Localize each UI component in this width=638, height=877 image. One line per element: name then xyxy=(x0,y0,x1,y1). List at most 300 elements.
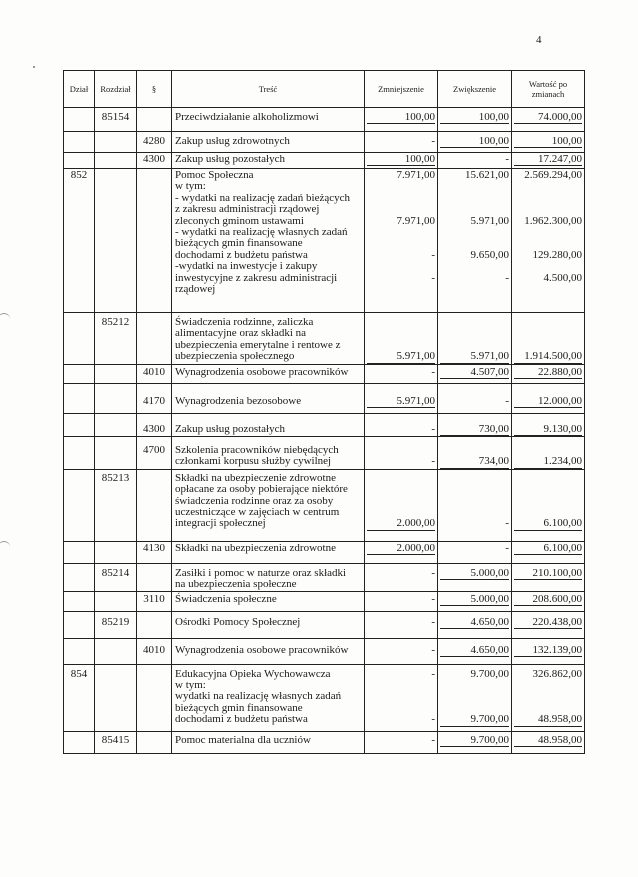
value-after-line xyxy=(514,193,582,204)
increase-line: 9.700,00 xyxy=(440,735,509,747)
rozdzial-cell xyxy=(95,731,137,753)
rozdzial-cell xyxy=(95,436,137,469)
decrease-line xyxy=(367,227,435,238)
increase-line: - xyxy=(505,541,509,554)
increase-cell xyxy=(438,611,512,638)
paragraf-cell xyxy=(137,611,172,638)
header-tresc: Treść xyxy=(172,71,365,108)
decrease-line: - xyxy=(431,365,435,378)
decrease-line: - xyxy=(431,271,435,284)
value-after-line: 4.500,00 xyxy=(543,271,582,284)
table-row xyxy=(64,664,585,731)
paragraf-cell-value: 4700 xyxy=(143,443,165,456)
dzial-cell xyxy=(64,541,95,563)
dzial-cell xyxy=(64,469,95,541)
paragraf-cell xyxy=(137,591,172,611)
increase-line xyxy=(440,507,509,518)
description-cell xyxy=(172,469,365,541)
value-after-line xyxy=(514,691,582,702)
increase-line xyxy=(440,181,509,192)
rozdzial-cell xyxy=(95,108,137,132)
increase-line xyxy=(440,691,509,702)
description-line: z zakresu administracji rządowej xyxy=(175,203,320,216)
description-cell xyxy=(172,383,365,413)
header-dzial: Dział xyxy=(64,71,95,108)
description-line: bieżących gmin finansowane xyxy=(175,701,303,714)
decrease-line: - xyxy=(431,592,435,605)
description-line: Edukacyjna Opieka Wychowawcza xyxy=(175,667,331,680)
decrease-cell xyxy=(365,364,438,383)
description-cell xyxy=(172,364,365,383)
increase-line: 730,00 xyxy=(440,424,509,436)
dzial-cell xyxy=(64,591,95,611)
rozdzial-cell xyxy=(95,313,137,365)
paragraf-cell xyxy=(137,413,172,436)
rozdzial-cell-value: 85415 xyxy=(101,733,130,746)
increase-line: 9.700,00 xyxy=(470,667,509,680)
table-row xyxy=(64,436,585,469)
decrease-line: - xyxy=(431,455,435,468)
table-row xyxy=(64,132,585,153)
description-cell xyxy=(172,108,365,132)
increase-cell xyxy=(438,591,512,611)
rozdzial-cell xyxy=(95,364,137,383)
decrease-line: 2.000,00 xyxy=(367,543,435,555)
description-line: zleconych gminom ustawami xyxy=(175,214,304,227)
punch-hole-mark xyxy=(0,541,10,552)
rozdzial-cell-value: 85212 xyxy=(101,316,130,328)
paragraf-cell xyxy=(137,383,172,413)
paragraf-cell xyxy=(137,664,172,731)
decrease-line: - xyxy=(431,713,435,726)
decrease-line xyxy=(367,691,435,702)
value-after-cell xyxy=(512,591,585,611)
decrease-line: - xyxy=(431,667,435,680)
value-after-line: 6.100,00 xyxy=(514,543,582,555)
value-after-cell xyxy=(512,364,585,383)
value-after-line: 6.100,00 xyxy=(514,518,582,530)
description-line: Przeciwdziałanie alkoholizmowi xyxy=(175,111,319,123)
increase-line: 9.700,00 xyxy=(440,714,509,726)
dzial-cell xyxy=(64,153,95,169)
table-row xyxy=(64,591,585,611)
increase-line xyxy=(440,473,509,484)
decrease-line xyxy=(367,261,435,272)
table-row xyxy=(64,638,585,664)
decrease-line xyxy=(367,473,435,484)
value-after-line: 2.569.294,00 xyxy=(524,169,582,181)
increase-cell xyxy=(438,364,512,383)
value-after-line: 17.247,00 xyxy=(514,154,582,166)
value-after-line xyxy=(514,317,582,328)
description-line: członkami korpusu służby cywilnej xyxy=(175,455,332,468)
value-after-cell xyxy=(512,436,585,469)
value-after-line xyxy=(514,204,582,215)
increase-line: 4.650,00 xyxy=(440,617,509,629)
paragraf-cell xyxy=(137,731,172,753)
description-line: dochodami z budżetu państwa xyxy=(175,713,308,726)
paragraf-cell-value: 4010 xyxy=(143,365,165,378)
value-after-line: 48.958,00 xyxy=(514,735,582,747)
decrease-line: 100,00 xyxy=(367,154,435,166)
value-after-line: 1.234,00 xyxy=(514,456,582,468)
decrease-cell xyxy=(365,731,438,753)
value-after-line: 12.000,00 xyxy=(514,396,582,408)
table-row xyxy=(64,153,585,169)
dzial-cell-value: 854 xyxy=(70,667,88,680)
decrease-cell xyxy=(365,132,438,153)
value-after-line: 74.000,00 xyxy=(514,112,582,124)
decrease-cell xyxy=(365,591,438,611)
dzial-cell xyxy=(64,731,95,753)
description-line: Świadczenia rodzinne, zaliczka xyxy=(175,316,314,328)
description-line: ubezpieczenia społecznego xyxy=(175,350,295,363)
description-line: opłacane za osoby pobierające niektóre xyxy=(175,483,348,496)
description-line: alimentacyjne oraz składki na xyxy=(175,327,307,340)
increase-line: 9.650,00 xyxy=(470,248,509,261)
table-row xyxy=(64,364,585,383)
value-after-cell xyxy=(512,611,585,638)
scan-speck xyxy=(33,66,35,68)
value-after-cell xyxy=(512,731,585,753)
description-line: inwestycyjne z zakresu administracji xyxy=(175,271,338,284)
value-after-line: 9.130,00 xyxy=(514,424,582,436)
increase-line: 5.000,00 xyxy=(440,594,509,606)
decrease-cell xyxy=(365,611,438,638)
increase-line: - xyxy=(505,517,509,530)
decrease-line: - xyxy=(431,422,435,435)
value-after-line: 220.438,00 xyxy=(514,617,582,629)
decrease-line: 2.000,00 xyxy=(367,518,435,530)
increase-line: 4.650,00 xyxy=(440,645,509,657)
description-cell xyxy=(172,169,365,313)
rozdzial-cell xyxy=(95,664,137,731)
description-line: Zakup usług pozostałych xyxy=(175,153,285,165)
increase-cell xyxy=(438,731,512,753)
increase-cell xyxy=(438,132,512,153)
dzial-cell xyxy=(64,638,95,664)
decrease-line: 7.971,00 xyxy=(396,169,435,181)
decrease-line: - xyxy=(431,643,435,656)
increase-cell xyxy=(438,413,512,436)
value-after-line: 326.862,00 xyxy=(532,667,582,680)
increase-line xyxy=(440,193,509,204)
paragraf-cell xyxy=(137,563,172,591)
paragraf-cell xyxy=(137,169,172,313)
description-line: na ubezpieczenia społeczne xyxy=(175,578,297,591)
description-line: bieżących gmin finansowane xyxy=(175,237,303,250)
decrease-line: - xyxy=(431,248,435,261)
table-row xyxy=(64,563,585,591)
paragraf-cell xyxy=(137,436,172,469)
table-row xyxy=(64,413,585,436)
increase-line: 4.507,00 xyxy=(440,367,509,379)
dzial-cell xyxy=(64,108,95,132)
header-paragraf: § xyxy=(137,71,172,108)
decrease-line: - xyxy=(431,733,435,746)
rozdzial-cell xyxy=(95,169,137,313)
table-row xyxy=(64,611,585,638)
decrease-line: - xyxy=(431,135,435,147)
increase-line xyxy=(440,496,509,507)
increase-line xyxy=(440,680,509,691)
value-after-line: 129.280,00 xyxy=(532,248,582,261)
value-after-line: 1.914.500,00 xyxy=(514,351,582,363)
rozdzial-cell xyxy=(95,591,137,611)
increase-line xyxy=(440,484,509,495)
value-after-line: 22.880,00 xyxy=(514,367,582,379)
rozdzial-cell xyxy=(95,638,137,664)
paragraf-cell xyxy=(137,469,172,541)
description-line: uczestniczące w zajęciach w centrum xyxy=(175,506,340,518)
decrease-cell xyxy=(365,436,438,469)
increase-cell xyxy=(438,108,512,132)
value-after-line xyxy=(514,261,582,272)
rozdzial-cell-value: 85154 xyxy=(101,111,130,123)
value-after-cell xyxy=(512,664,585,731)
description-cell xyxy=(172,436,365,469)
description-line: Wynagrodzenia bezosobowe xyxy=(175,394,302,407)
paragraf-cell-value: 4130 xyxy=(143,541,165,554)
description-line: - wydatki na realizację własnych zadań xyxy=(175,226,348,239)
description-line: Pomoc Społeczna xyxy=(175,169,254,181)
increase-cell xyxy=(438,436,512,469)
paragraf-cell xyxy=(137,108,172,132)
rozdzial-cell-value: 85219 xyxy=(101,615,130,628)
header-rozdzial: Rozdział xyxy=(95,71,137,108)
rozdzial-cell xyxy=(95,383,137,413)
value-after-line: 100,00 xyxy=(514,136,582,148)
value-after-cell xyxy=(512,132,585,153)
increase-cell xyxy=(438,153,512,169)
description-line: integracji społecznej xyxy=(175,517,266,530)
increase-line xyxy=(440,328,509,339)
decrease-line xyxy=(367,204,435,215)
increase-line: - xyxy=(505,394,509,407)
value-after-line: 48.958,00 xyxy=(514,714,582,726)
rozdzial-cell xyxy=(95,611,137,638)
decrease-line: 100,00 xyxy=(367,112,435,124)
punch-hole-mark xyxy=(0,313,10,324)
description-line: Świadczenia społeczne xyxy=(175,592,277,605)
decrease-line xyxy=(367,284,435,295)
description-line: ubezpieczenia emerytalne i rentowe z xyxy=(175,338,341,351)
increase-line: 100,00 xyxy=(440,136,509,148)
header-zwiekszenie: Zwiększenie xyxy=(438,71,512,108)
description-cell xyxy=(172,591,365,611)
decrease-line xyxy=(367,181,435,192)
value-after-line: 208.600,00 xyxy=(514,594,582,606)
value-after-cell xyxy=(512,169,585,313)
dzial-cell xyxy=(64,364,95,383)
value-after-cell xyxy=(512,153,585,169)
description-cell xyxy=(172,664,365,731)
value-after-line xyxy=(514,496,582,507)
value-after-line xyxy=(514,680,582,691)
rozdzial-cell xyxy=(95,541,137,563)
decrease-line xyxy=(367,193,435,204)
dzial-cell xyxy=(64,383,95,413)
increase-line xyxy=(440,317,509,328)
increase-cell xyxy=(438,469,512,541)
increase-cell xyxy=(438,313,512,365)
increase-line: 100,00 xyxy=(440,112,509,124)
decrease-cell xyxy=(365,383,438,413)
paragraf-cell xyxy=(137,541,172,563)
dzial-cell-value: 852 xyxy=(70,169,88,181)
decrease-cell xyxy=(365,563,438,591)
increase-line xyxy=(440,204,509,215)
decrease-cell xyxy=(365,169,438,313)
increase-cell xyxy=(438,563,512,591)
value-after-cell xyxy=(512,108,585,132)
increase-line: - xyxy=(505,271,509,284)
table-row xyxy=(64,383,585,413)
description-cell xyxy=(172,611,365,638)
description-line: świadczenia rodzinne oraz za osoby xyxy=(175,494,334,507)
increase-line xyxy=(440,227,509,238)
rozdzial-cell xyxy=(95,132,137,153)
increase-line: 734,00 xyxy=(440,456,509,468)
description-line: Zasiłki i pomoc w naturze oraz składki xyxy=(175,566,347,579)
header-zmniejszenie: Zmniejszenie xyxy=(365,71,438,108)
paragraf-cell-value: 4280 xyxy=(143,135,165,147)
table-row xyxy=(64,469,585,541)
description-cell xyxy=(172,563,365,591)
description-line: Składki na ubezpieczenia zdrowotne xyxy=(175,541,336,554)
decrease-line: - xyxy=(431,566,435,579)
table-row xyxy=(64,731,585,753)
value-after-line xyxy=(514,473,582,484)
dzial-cell xyxy=(64,563,95,591)
increase-cell xyxy=(438,664,512,731)
decrease-cell xyxy=(365,638,438,664)
decrease-cell xyxy=(365,413,438,436)
dzial-cell xyxy=(64,413,95,436)
table-row xyxy=(64,108,585,132)
value-after-cell xyxy=(512,638,585,664)
description-line: wydatki na realizację własnych zadań xyxy=(175,690,342,703)
rozdzial-cell xyxy=(95,413,137,436)
description-line: Składki na ubezpieczenie zdrowotne xyxy=(175,471,336,484)
decrease-cell xyxy=(365,313,438,365)
increase-line: 15.621,00 xyxy=(465,169,509,181)
decrease-cell xyxy=(365,469,438,541)
decrease-line xyxy=(367,445,435,456)
rozdzial-cell xyxy=(95,563,137,591)
paragraf-cell-value: 3110 xyxy=(143,592,165,605)
description-line: w tym: xyxy=(175,679,206,691)
description-line: Zakup usług zdrowotnych xyxy=(175,135,290,147)
decrease-line: - xyxy=(431,615,435,628)
table-row xyxy=(64,313,585,365)
table-row xyxy=(64,541,585,563)
description-line: Wynagrodzenia osobowe pracowników xyxy=(175,643,349,656)
description-line: Zakup usług pozostałych xyxy=(175,422,285,435)
budget-changes-table xyxy=(63,70,585,754)
paragraf-cell xyxy=(137,153,172,169)
value-after-cell xyxy=(512,383,585,413)
description-cell xyxy=(172,413,365,436)
description-cell xyxy=(172,731,365,753)
description-cell xyxy=(172,638,365,664)
value-after-line: 210.100,00 xyxy=(514,568,582,580)
decrease-cell xyxy=(365,664,438,731)
value-after-line: 132.139,00 xyxy=(514,645,582,657)
table-row xyxy=(64,169,585,313)
dzial-cell xyxy=(64,132,95,153)
decrease-line xyxy=(367,484,435,495)
paragraf-cell xyxy=(137,132,172,153)
page-number: 4 xyxy=(536,34,542,46)
decrease-line xyxy=(367,680,435,691)
dzial-cell xyxy=(64,611,95,638)
paragraf-cell-value: 4170 xyxy=(143,394,165,407)
description-cell xyxy=(172,153,365,169)
decrease-cell xyxy=(365,541,438,563)
value-after-line xyxy=(514,328,582,339)
rozdzial-cell-value: 85214 xyxy=(101,566,130,579)
rozdzial-cell-value: 85213 xyxy=(101,471,130,484)
description-line: Wynagrodzenia osobowe pracowników xyxy=(175,365,349,378)
decrease-cell xyxy=(365,108,438,132)
description-cell xyxy=(172,132,365,153)
description-line: Ośrodki Pomocy Społecznej xyxy=(175,615,301,628)
rozdzial-cell xyxy=(95,153,137,169)
increase-line: - xyxy=(505,153,509,165)
paragraf-cell-value: 4300 xyxy=(143,153,165,165)
description-line: Szkolenia pracowników niebędących xyxy=(175,443,339,456)
paragraf-cell xyxy=(137,313,172,365)
description-line: -wydatki na inwestycje i zakupy xyxy=(175,260,318,273)
paragraf-cell xyxy=(137,638,172,664)
paragraf-cell-value: 4300 xyxy=(143,422,165,435)
value-after-cell xyxy=(512,313,585,365)
increase-line: 5.971,00 xyxy=(470,214,509,227)
value-after-cell xyxy=(512,541,585,563)
decrease-line xyxy=(367,317,435,328)
decrease-line xyxy=(367,703,435,714)
decrease-line: 7.971,00 xyxy=(396,214,435,227)
value-after-line xyxy=(514,484,582,495)
value-after-cell xyxy=(512,469,585,541)
description-line: w tym: xyxy=(175,180,206,193)
description-line: - wydatki na realizację zadań bieżących xyxy=(175,191,350,204)
paragraf-cell xyxy=(137,364,172,383)
description-cell xyxy=(172,313,365,365)
increase-cell xyxy=(438,638,512,664)
increase-line: 5.000,00 xyxy=(440,568,509,580)
increase-cell xyxy=(438,169,512,313)
increase-line xyxy=(440,261,509,272)
value-after-cell xyxy=(512,413,585,436)
rozdzial-cell xyxy=(95,469,137,541)
value-after-line: 1.962.300,00 xyxy=(524,214,582,227)
paragraf-cell-value: 4010 xyxy=(143,643,165,656)
decrease-cell xyxy=(365,153,438,169)
increase-cell xyxy=(438,541,512,563)
decrease-line: 5.971,00 xyxy=(367,396,435,408)
description-line: Pomoc materialna dla uczniów xyxy=(175,733,311,746)
increase-line: 5.971,00 xyxy=(440,351,509,363)
dzial-cell xyxy=(64,664,95,731)
header-wartosc: Wartość po zmianach xyxy=(512,71,585,108)
value-after-line xyxy=(514,284,582,295)
increase-cell xyxy=(438,383,512,413)
dzial-cell xyxy=(64,436,95,469)
description-line: rządowej xyxy=(175,283,216,296)
decrease-line xyxy=(367,238,435,249)
